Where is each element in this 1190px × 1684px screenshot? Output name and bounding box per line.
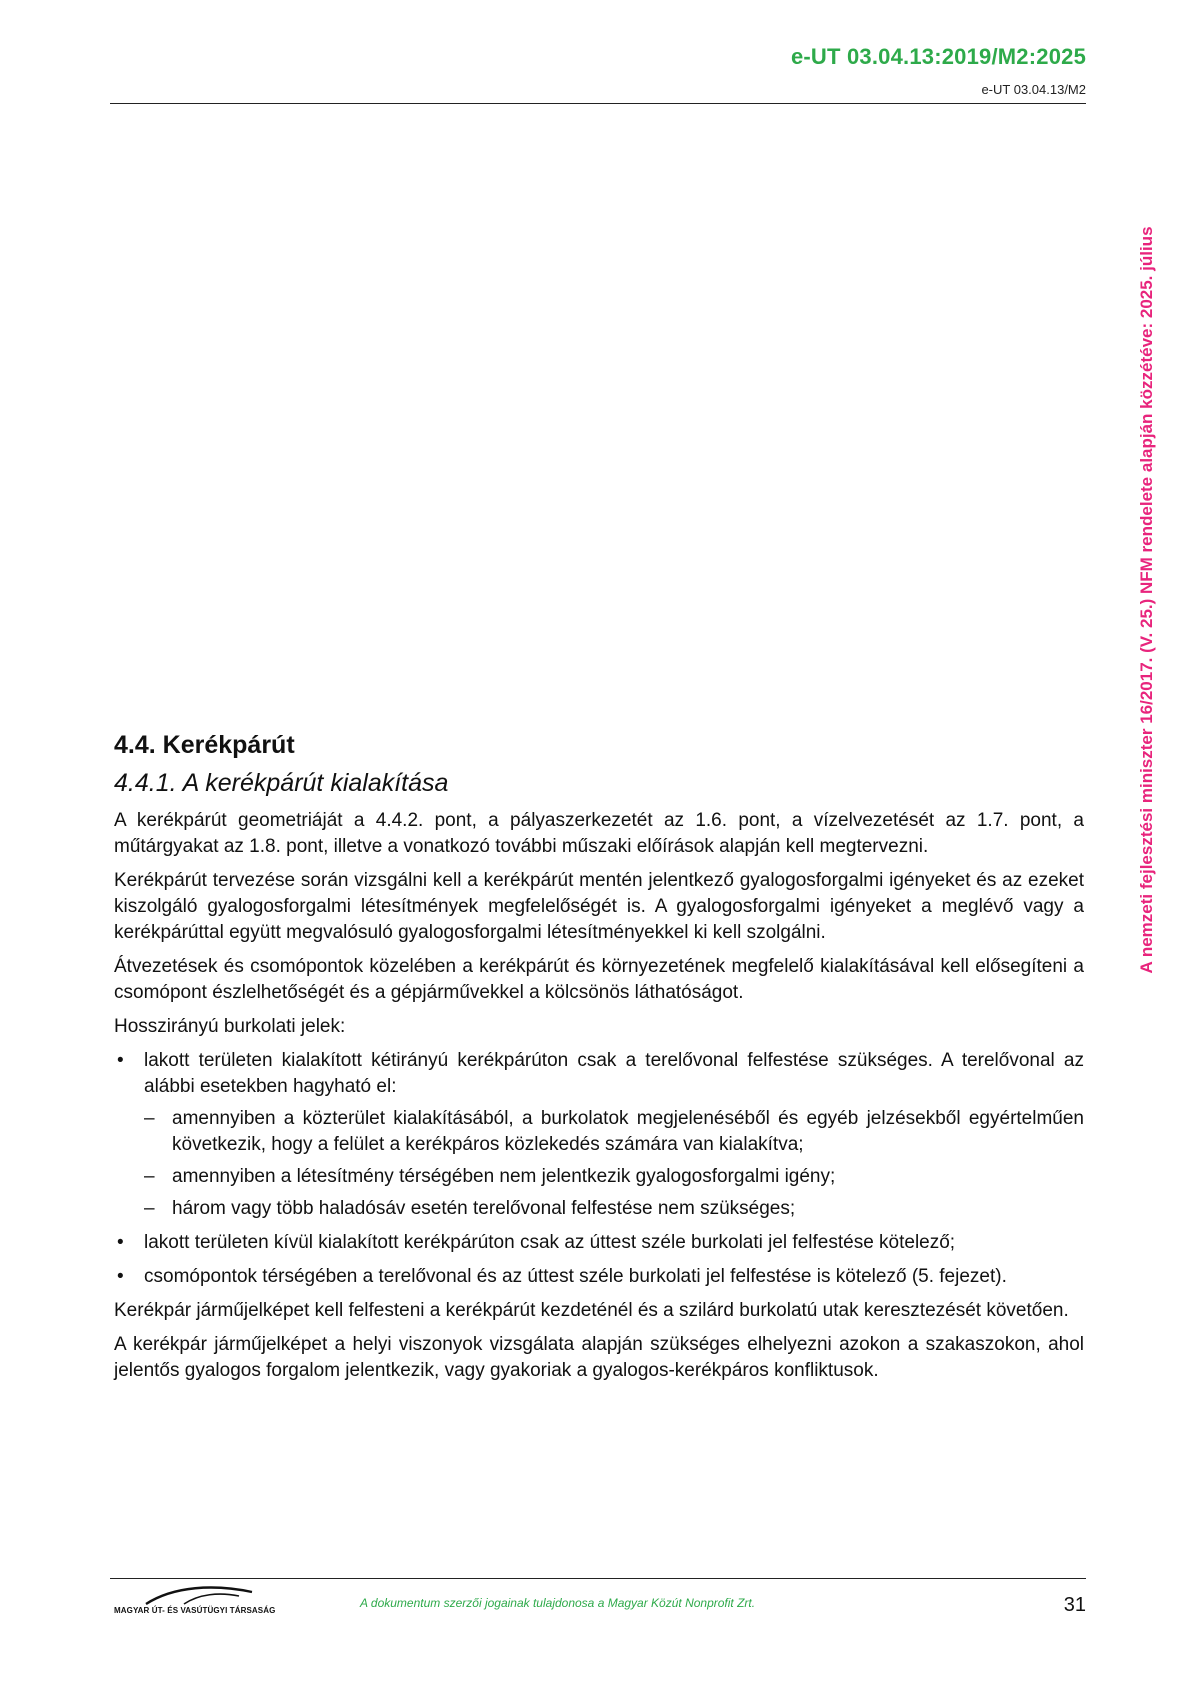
subsection-heading: 4.4.1. A kerékpárút kialakítása (114, 769, 449, 797)
list-item-text: csomópontok térségében a terelővonal és az úttest széle burkolati jel felfestése is kötelező (5. fejezet). (144, 1266, 1007, 1287)
paragraph: Kerékpár járműjelképet kell felfesteni a kerékpárút kezdeténél és a szilárd burkolatú utak keresztezését követően. (114, 1300, 1069, 1321)
sub-list-item-text: amennyiben a közterület kialakításából, a burkolatok megjelenéséből és egyéb jelzésekből egyértelműen következik, hogy a felület a kerékpáros közlekedés számára van kialakítva; (172, 1108, 1084, 1155)
logo-swoosh-icon (144, 1584, 254, 1606)
sub-list-item-text: három vagy több haladósáv esetén terelővonal felfestése nem szükséges; (172, 1198, 796, 1219)
paragraph: A kerékpárút geometriáját a 4.4.2. pont, a pályaszerkezetét az 1.6. pont, a vízelvezetését az 1.7. pont, a műtárgyakat az 1.8. pont, illetve a vonatkozó további műszaki előírások alapján kell megtervezni. (114, 810, 1084, 857)
main-content (114, 728, 1084, 1392)
paragraph: A kerékpár járműjelképet a helyi viszonyok vizsgálata alapján szükséges elhelyezni azokon a szakaszokon, ahol jelentős gyalogos forgalom jelentkezik, vagy gyakoriak a gyalogos-kerékpáros konfliktusok. (114, 1334, 1084, 1381)
document-subcode: e-UT 03.04.13/M2 (981, 82, 1086, 97)
sub-list (144, 1106, 1084, 1222)
bullet-icon: • (117, 1266, 124, 1287)
dash-icon: – (144, 1108, 155, 1129)
paragraph: Kerékpárút tervezése során vizsgálni kell a kerékpárút mentén jelentkező gyalogosforgalmi igényeket és az ezeket kiszolgáló gyalogosforgalmi létesítmények megfelelőségét is. A gyalogosforgalmi igényeket a meglévő vagy a kerékpárúttal együtt megvalósuló gyalogosforgalmi létesítményekkel ki kell szolgálni. (114, 870, 1084, 943)
section-heading: 4.4. Kerékpárút (114, 731, 295, 759)
list-item-text: lakott területen kívül kialakított kerékpárúton csak az úttest széle burkolati jel felfestése kötelező; (144, 1232, 956, 1253)
paragraph: Hosszirányú burkolati jelek: (114, 1016, 346, 1037)
list-item-text: lakott területen kialakított kétirányú kerékpárúton csak a terelővonal felfestése szükséges. A terelővonal az alábbi esetekben hagyható el: (144, 1050, 1084, 1097)
sub-list-item (144, 1196, 1084, 1222)
sub-list-item (144, 1164, 1084, 1190)
dash-icon: – (144, 1198, 155, 1219)
list-item (114, 1230, 1084, 1256)
dash-icon: – (144, 1166, 155, 1187)
bullet-icon: • (117, 1050, 124, 1071)
logo-text: MAGYAR ÚT- ÉS VASÚTÜGYI TÁRSASÁG (114, 1606, 276, 1615)
side-note-text: A nemzeti fejlesztési miniszter 16/2017. (V. 25.) NFM rendelete alapján közzétéve: 2025. július (1137, 226, 1156, 974)
header-divider (110, 103, 1086, 104)
footer-divider (110, 1578, 1086, 1579)
list-item (114, 1048, 1084, 1222)
bullet-list (114, 1048, 1084, 1290)
paragraph: Átvezetések és csomópontok közelében a kerékpárút és környezetének megfelelő kialakításával kell elősegíteni a csomópont észlelhetőségét és a gépjárművekkel a kölcsönös láthatóságot. (114, 956, 1084, 1003)
document-code: e-UT 03.04.13:2019/M2:2025 (790, 44, 1086, 69)
bullet-icon: • (117, 1232, 124, 1253)
society-logo (114, 1584, 276, 1618)
sub-list-item-text: amennyiben a létesítmény térségében nem jelentkezik gyalogosforgalmi igény; (172, 1166, 836, 1187)
copyright-notice: A dokumentum szerzői jogainak tulajdonosa a Magyar Közút Nonprofit Zrt. (360, 1596, 756, 1610)
list-item (114, 1264, 1084, 1290)
page-number: 31 (1063, 1594, 1086, 1616)
sub-list-item (144, 1106, 1084, 1158)
